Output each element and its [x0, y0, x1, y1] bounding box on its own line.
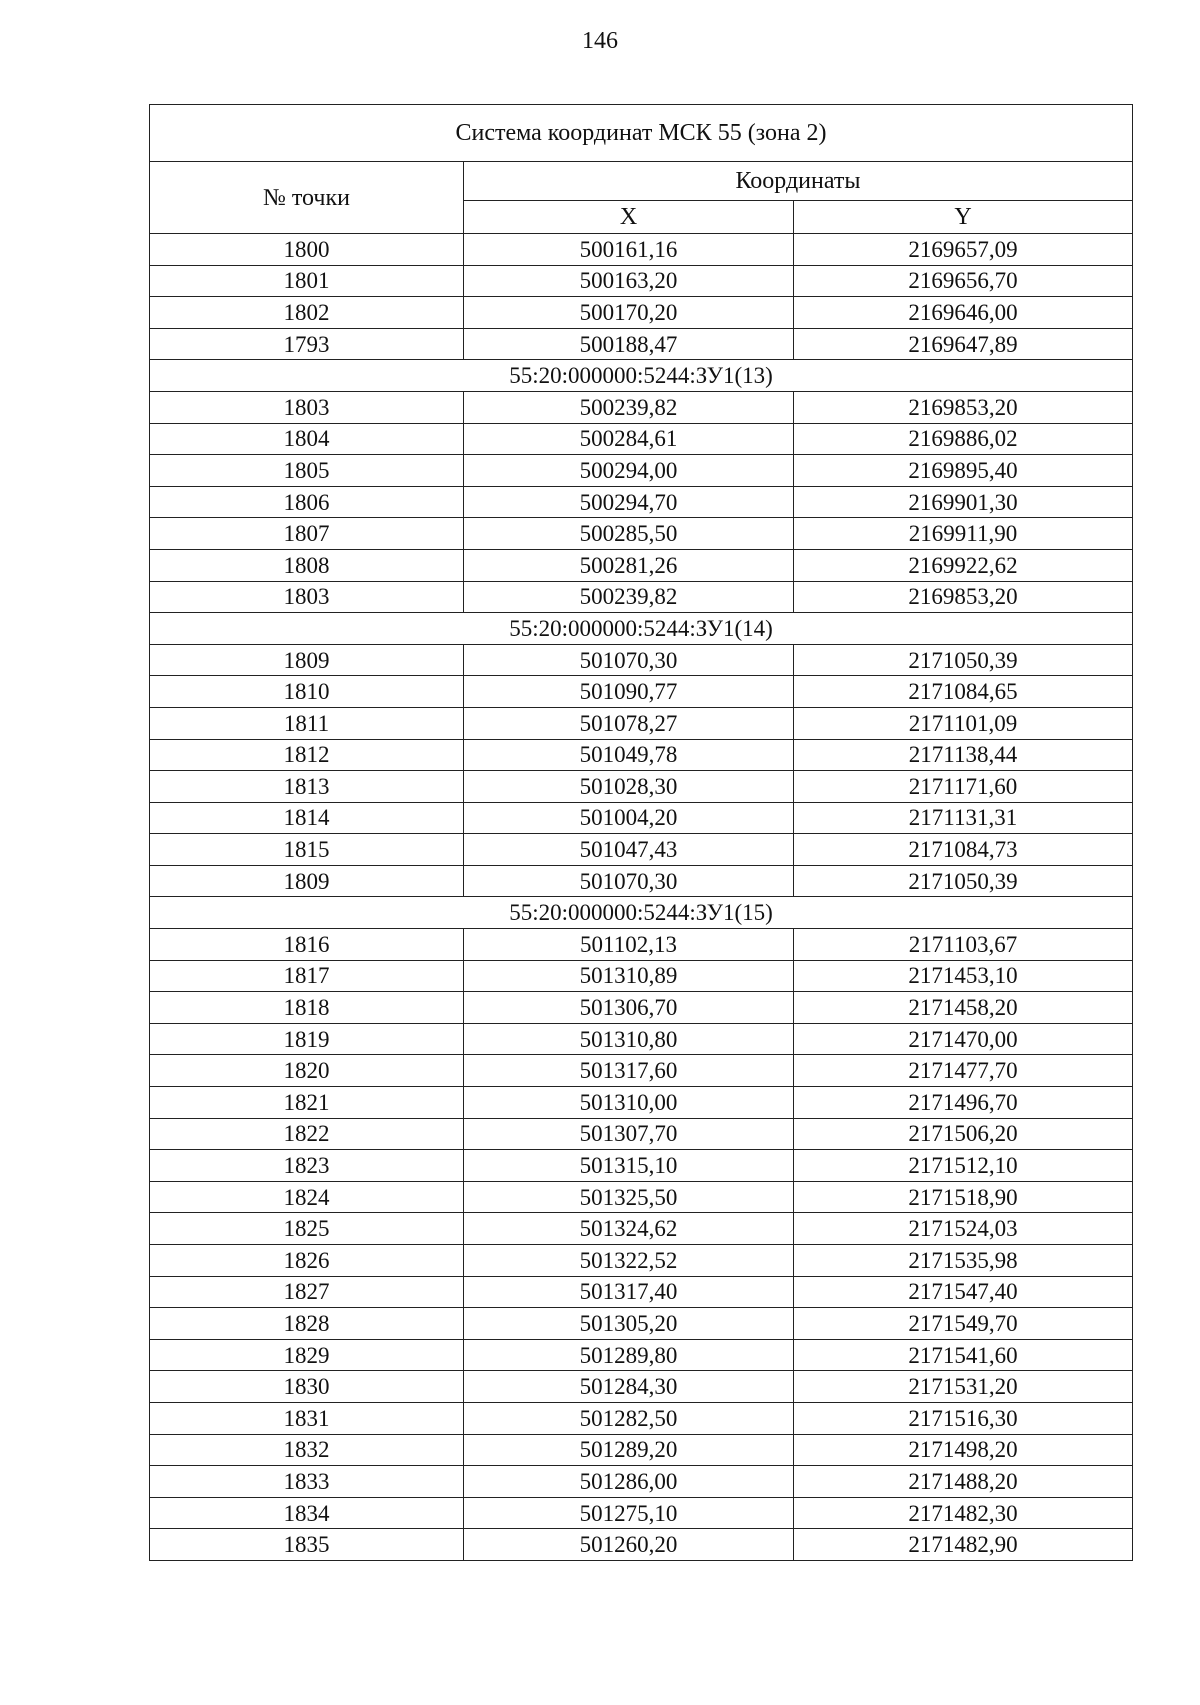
- table-body: [150, 234, 1133, 1561]
- table-row: [150, 1466, 1133, 1498]
- table-row: [150, 1213, 1133, 1245]
- x-header: X: [464, 201, 794, 234]
- y-coordinate-cell: 2169853,20: [794, 391, 1133, 423]
- table-row: [150, 423, 1133, 455]
- table-row: [150, 1434, 1133, 1466]
- x-coordinate-cell: 501275,10: [464, 1497, 794, 1529]
- x-coordinate-cell: 501070,30: [464, 644, 794, 676]
- coordinates-table: [149, 104, 1133, 1561]
- x-coordinate-cell: 501310,89: [464, 960, 794, 992]
- x-coordinate-cell: 500294,70: [464, 486, 794, 518]
- point-number-cell: 1802: [150, 297, 464, 329]
- table-row: [150, 486, 1133, 518]
- y-coordinate-cell: 2169911,90: [794, 518, 1133, 550]
- point-number-cell: 1808: [150, 549, 464, 581]
- point-number-cell: 1832: [150, 1434, 464, 1466]
- table-row: [150, 739, 1133, 771]
- point-number-cell: 1805: [150, 455, 464, 487]
- y-coordinate-cell: 2171103,67: [794, 929, 1133, 961]
- x-coordinate-cell: 501289,80: [464, 1339, 794, 1371]
- x-coordinate-cell: 501078,27: [464, 707, 794, 739]
- point-number-cell: 1828: [150, 1308, 464, 1340]
- x-coordinate-cell: 500163,20: [464, 265, 794, 297]
- point-number-cell: 1811: [150, 707, 464, 739]
- x-coordinate-cell: 501315,10: [464, 1150, 794, 1182]
- point-number-cell: 1809: [150, 644, 464, 676]
- x-coordinate-cell: 501260,20: [464, 1529, 794, 1561]
- point-number-cell: 1800: [150, 234, 464, 266]
- table-title: Система координат МСК 55 (зона 2): [150, 105, 1133, 162]
- point-number-cell: 1835: [150, 1529, 464, 1561]
- point-number-cell: 1801: [150, 265, 464, 297]
- y-coordinate-cell: 2169646,00: [794, 297, 1133, 329]
- y-coordinate-cell: 2169895,40: [794, 455, 1133, 487]
- y-header: Y: [794, 201, 1133, 234]
- table-row: [150, 1055, 1133, 1087]
- y-coordinate-cell: 2171531,20: [794, 1371, 1133, 1403]
- x-coordinate-cell: 501310,80: [464, 1023, 794, 1055]
- point-number-cell: 1834: [150, 1497, 464, 1529]
- x-coordinate-cell: 501305,20: [464, 1308, 794, 1340]
- point-number-cell: 1810: [150, 676, 464, 708]
- point-number-cell: 1822: [150, 1118, 464, 1150]
- x-coordinate-cell: 501049,78: [464, 739, 794, 771]
- x-coordinate-cell: 501047,43: [464, 834, 794, 866]
- x-coordinate-cell: 501286,00: [464, 1466, 794, 1498]
- table-row: [150, 1118, 1133, 1150]
- point-number-cell: 1833: [150, 1466, 464, 1498]
- point-number-cell: 1807: [150, 518, 464, 550]
- table-row: [150, 1308, 1133, 1340]
- point-number-cell: 1831: [150, 1402, 464, 1434]
- y-coordinate-cell: 2169657,09: [794, 234, 1133, 266]
- x-coordinate-cell: 501325,50: [464, 1181, 794, 1213]
- point-number-cell: 1823: [150, 1150, 464, 1182]
- point-number-cell: 1830: [150, 1371, 464, 1403]
- x-coordinate-cell: 501284,30: [464, 1371, 794, 1403]
- table-row: [150, 549, 1133, 581]
- table-row: [150, 1276, 1133, 1308]
- y-coordinate-cell: 2171518,90: [794, 1181, 1133, 1213]
- y-coordinate-cell: 2171084,73: [794, 834, 1133, 866]
- section-label: 55:20:000000:5244:ЗУ1(15): [150, 897, 1133, 929]
- y-coordinate-cell: 2171138,44: [794, 739, 1133, 771]
- x-coordinate-cell: 500188,47: [464, 328, 794, 360]
- point-number-cell: 1813: [150, 771, 464, 803]
- point-number-cell: 1803: [150, 391, 464, 423]
- table-row: [150, 1529, 1133, 1561]
- table-row: [150, 1087, 1133, 1119]
- table-row: [150, 455, 1133, 487]
- coordinates-header: Координаты: [464, 162, 1133, 201]
- x-coordinate-cell: 501028,30: [464, 771, 794, 803]
- y-coordinate-cell: 2171516,30: [794, 1402, 1133, 1434]
- point-number-cell: 1826: [150, 1245, 464, 1277]
- x-coordinate-cell: 501324,62: [464, 1213, 794, 1245]
- x-coordinate-cell: 501004,20: [464, 802, 794, 834]
- x-coordinate-cell: 501282,50: [464, 1402, 794, 1434]
- section-row: [150, 897, 1133, 929]
- table-row: [150, 929, 1133, 961]
- table-row: [150, 1150, 1133, 1182]
- table-row: [150, 1181, 1133, 1213]
- y-coordinate-cell: 2171547,40: [794, 1276, 1133, 1308]
- point-number-cell: 1806: [150, 486, 464, 518]
- point-number-cell: 1821: [150, 1087, 464, 1119]
- point-number-cell: 1820: [150, 1055, 464, 1087]
- y-coordinate-cell: 2171050,39: [794, 644, 1133, 676]
- table-row: [150, 581, 1133, 613]
- table-row: [150, 328, 1133, 360]
- page-number: 146: [582, 28, 618, 54]
- x-coordinate-cell: 501070,30: [464, 865, 794, 897]
- y-coordinate-cell: 2169886,02: [794, 423, 1133, 455]
- table-row: [150, 518, 1133, 550]
- y-coordinate-cell: 2171488,20: [794, 1466, 1133, 1498]
- point-number-cell: 1817: [150, 960, 464, 992]
- x-coordinate-cell: 501310,00: [464, 1087, 794, 1119]
- table-row: [150, 297, 1133, 329]
- y-coordinate-cell: 2171470,00: [794, 1023, 1133, 1055]
- point-number-cell: 1816: [150, 929, 464, 961]
- x-coordinate-cell: 500281,26: [464, 549, 794, 581]
- y-coordinate-cell: 2171101,09: [794, 707, 1133, 739]
- table-row: [150, 992, 1133, 1024]
- y-coordinate-cell: 2169901,30: [794, 486, 1133, 518]
- table-row: [150, 771, 1133, 803]
- x-coordinate-cell: 501090,77: [464, 676, 794, 708]
- point-number-cell: 1818: [150, 992, 464, 1024]
- section-row: [150, 613, 1133, 645]
- section-row: [150, 360, 1133, 392]
- point-number-cell: 1804: [150, 423, 464, 455]
- x-coordinate-cell: 501317,40: [464, 1276, 794, 1308]
- x-coordinate-cell: 501317,60: [464, 1055, 794, 1087]
- table-row: [150, 960, 1133, 992]
- table-row: [150, 1371, 1133, 1403]
- y-coordinate-cell: 2171482,90: [794, 1529, 1133, 1561]
- table-row: [150, 1023, 1133, 1055]
- table-row: [150, 865, 1133, 897]
- x-coordinate-cell: 501322,52: [464, 1245, 794, 1277]
- y-coordinate-cell: 2171477,70: [794, 1055, 1133, 1087]
- y-coordinate-cell: 2171549,70: [794, 1308, 1133, 1340]
- y-coordinate-cell: 2169647,89: [794, 328, 1133, 360]
- point-number-cell: 1803: [150, 581, 464, 613]
- y-coordinate-cell: 2169853,20: [794, 581, 1133, 613]
- y-coordinate-cell: 2171506,20: [794, 1118, 1133, 1150]
- y-coordinate-cell: 2171171,60: [794, 771, 1133, 803]
- point-number-cell: 1814: [150, 802, 464, 834]
- x-coordinate-cell: 500170,20: [464, 297, 794, 329]
- table-row: [150, 1245, 1133, 1277]
- table-row: [150, 265, 1133, 297]
- y-coordinate-cell: 2171084,65: [794, 676, 1133, 708]
- y-coordinate-cell: 2171535,98: [794, 1245, 1133, 1277]
- y-coordinate-cell: 2171131,31: [794, 802, 1133, 834]
- y-coordinate-cell: 2171458,20: [794, 992, 1133, 1024]
- x-coordinate-cell: 500284,61: [464, 423, 794, 455]
- table-row: [150, 1339, 1133, 1371]
- section-label: 55:20:000000:5244:ЗУ1(13): [150, 360, 1133, 392]
- section-label: 55:20:000000:5244:ЗУ1(14): [150, 613, 1133, 645]
- y-coordinate-cell: 2171453,10: [794, 960, 1133, 992]
- y-coordinate-cell: 2171541,60: [794, 1339, 1133, 1371]
- table-row: [150, 234, 1133, 266]
- y-coordinate-cell: 2171496,70: [794, 1087, 1133, 1119]
- y-coordinate-cell: 2171050,39: [794, 865, 1133, 897]
- x-coordinate-cell: 501289,20: [464, 1434, 794, 1466]
- point-number-cell: 1819: [150, 1023, 464, 1055]
- table-row: [150, 802, 1133, 834]
- point-number-cell: 1793: [150, 328, 464, 360]
- x-coordinate-cell: 501307,70: [464, 1118, 794, 1150]
- table-row: [150, 1402, 1133, 1434]
- x-coordinate-cell: 500294,00: [464, 455, 794, 487]
- y-coordinate-cell: 2171498,20: [794, 1434, 1133, 1466]
- x-coordinate-cell: 500161,16: [464, 234, 794, 266]
- table-row: [150, 1497, 1133, 1529]
- table-row: [150, 676, 1133, 708]
- point-number-cell: 1829: [150, 1339, 464, 1371]
- y-coordinate-cell: 2169922,62: [794, 549, 1133, 581]
- point-number-cell: 1827: [150, 1276, 464, 1308]
- y-coordinate-cell: 2171482,30: [794, 1497, 1133, 1529]
- table-row: [150, 644, 1133, 676]
- point-number-cell: 1825: [150, 1213, 464, 1245]
- point-number-cell: 1812: [150, 739, 464, 771]
- y-coordinate-cell: 2169656,70: [794, 265, 1133, 297]
- point-number-cell: 1824: [150, 1181, 464, 1213]
- table-row: [150, 707, 1133, 739]
- x-coordinate-cell: 501102,13: [464, 929, 794, 961]
- x-coordinate-cell: 500285,50: [464, 518, 794, 550]
- y-coordinate-cell: 2171524,03: [794, 1213, 1133, 1245]
- table-row: [150, 391, 1133, 423]
- table-row: [150, 834, 1133, 866]
- x-coordinate-cell: 500239,82: [464, 581, 794, 613]
- x-coordinate-cell: 500239,82: [464, 391, 794, 423]
- point-number-cell: 1809: [150, 865, 464, 897]
- point-number-cell: 1815: [150, 834, 464, 866]
- y-coordinate-cell: 2171512,10: [794, 1150, 1133, 1182]
- x-coordinate-cell: 501306,70: [464, 992, 794, 1024]
- point-number-header: № точки: [150, 162, 464, 234]
